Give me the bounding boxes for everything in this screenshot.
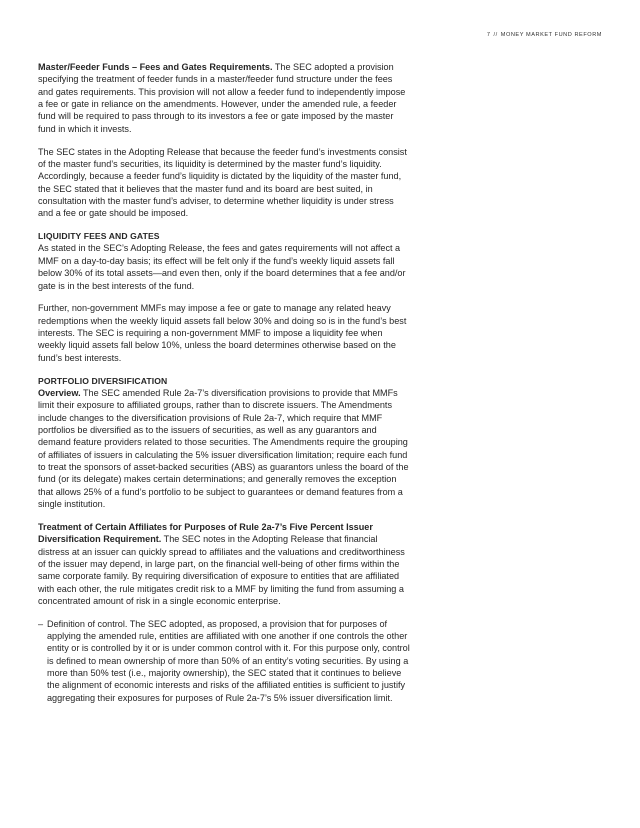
running-header <box>487 32 602 38</box>
master-feeder-paragraph-1 <box>38 61 410 135</box>
overview-text: The SEC amended Rule 2a-7’s diversification provisions to provide that MMFs limit their exposure to affiliated groups, rather than to discrete issuers. The Amendments include changes to the diversification provisions of Rule 2a-7, which require that MMF portfolios be diversified as to the issuers of securities, as well as any guarantors and demand feature providers related to those securities. The Amendments require the grouping of affiliates of issuers in calculating the 5% issuer diversification limitation; require each fund to treat the sponsors of asset-backed securities (ABS) as guarantors unless the board of the fund (or its delegate) makes certain determinations; and generally removes the exception that allows 25% of a fund’s portfolio to be subject to guarantees or demand features from a single institution. <box>38 387 409 509</box>
master-feeder-text-1: The SEC adopted a provision specifying the treatment of feeder funds in a master/feeder fund structure under the fees and gates requirements. This provision will not allow a feeder fund to independently impose a fee or gate in reliance on the amendments. However, under the amended rule, a feeder fund will be required to pass through to its investors a fee or gate imposed by the master fund in which it invests. <box>38 62 406 134</box>
diversification-overview-paragraph <box>38 387 410 510</box>
liquidity-heading: LIQUIDITY FEES AND GATES <box>38 231 160 242</box>
affiliates-text: The SEC notes in the Adopting Release that financial distress at an issuer can quickly spread to affiliates and the valuations and creditworthiness of the issuer may depend, in large part, on the financial well-being of other firms within the same corporate family. By requiring diversification of exposure to entities that are affiliated with each other, the rule mitigates credit risk to a MMF by limiting the fund from assuming a concentrated amount of risk in a single economic enterprise. <box>38 534 405 606</box>
bullet-dash: – <box>38 618 44 629</box>
master-feeder-heading: Master/Feeder Funds – Fees and Gates Requirements. <box>38 62 273 72</box>
body-content <box>38 61 410 715</box>
affiliates-paragraph <box>38 521 410 607</box>
affiliates-label: Treatment of Certain Affiliates for Purposes of Rule 2a-7’s Five Percent Issuer Diversification Requirement. <box>38 521 373 545</box>
header-title: MONEY MARKET FUND REFORM <box>500 32 602 38</box>
page-number: 7 <box>486 32 491 38</box>
diversification-heading: PORTFOLIO DIVERSIFICATION <box>38 375 168 386</box>
header-separator: // <box>493 32 498 38</box>
liquidity-paragraph-1: As stated in the SEC’s Adopting Release, the fees and gates requirements will not affect a MMF on a day-to-day basis; its effect will be felt only if the fund’s weekly liquid assets fall below 30% of its total assets—and even then, only if the board determines that a fee and/or gate is in the best interests of the fund. <box>38 243 406 291</box>
master-feeder-paragraph-2: The SEC states in the Adopting Release that because the feeder fund’s investments consist of the master fund’s securities, its liquidity is determined by the master fund’s liquidity. Accordingly, because a feeder fund’s liquidity is dictated by the liquidity of the master fund, the SEC stated that it believes that the master fund and its board are best suited, in consultation with the master fund’s adviser, to determine whether liquidity is under stress and a fee or gate should be imposed. <box>38 146 407 219</box>
overview-label: Overview. <box>38 387 81 398</box>
liquidity-paragraph-2: Further, non-government MMFs may impose a fee or gate to manage any related heavy redemptions when the weekly liquid assets fall below 30% and doing so is in the fund’s best interests. The SEC is requiring a non-government MMF to impose a liquidity fee when weekly liquid assets fall below 10%, unless the board determines otherwise based on the fund’s best interests. <box>38 303 407 363</box>
bullet-text: Definition of control. The SEC adopted, as proposed, a provision that for purposes of applying the amended rule, entities are affiliated with one another if one controls the other entity or is controlled by it or is under common control with it. For this purpose only, control is defined to mean ownership of more than 50% of an entity’s voting securities. By using a more than 50% test (i.e., majority ownership), the SEC stated that it continues to believe the alignment of economic interests and risks of the affiliated entities is sufficient to justify aggregating their exposures for purposes of Rule 2a-7’s 5% issuer diversification limit. <box>47 618 410 703</box>
control-definition-bullet <box>38 618 410 704</box>
